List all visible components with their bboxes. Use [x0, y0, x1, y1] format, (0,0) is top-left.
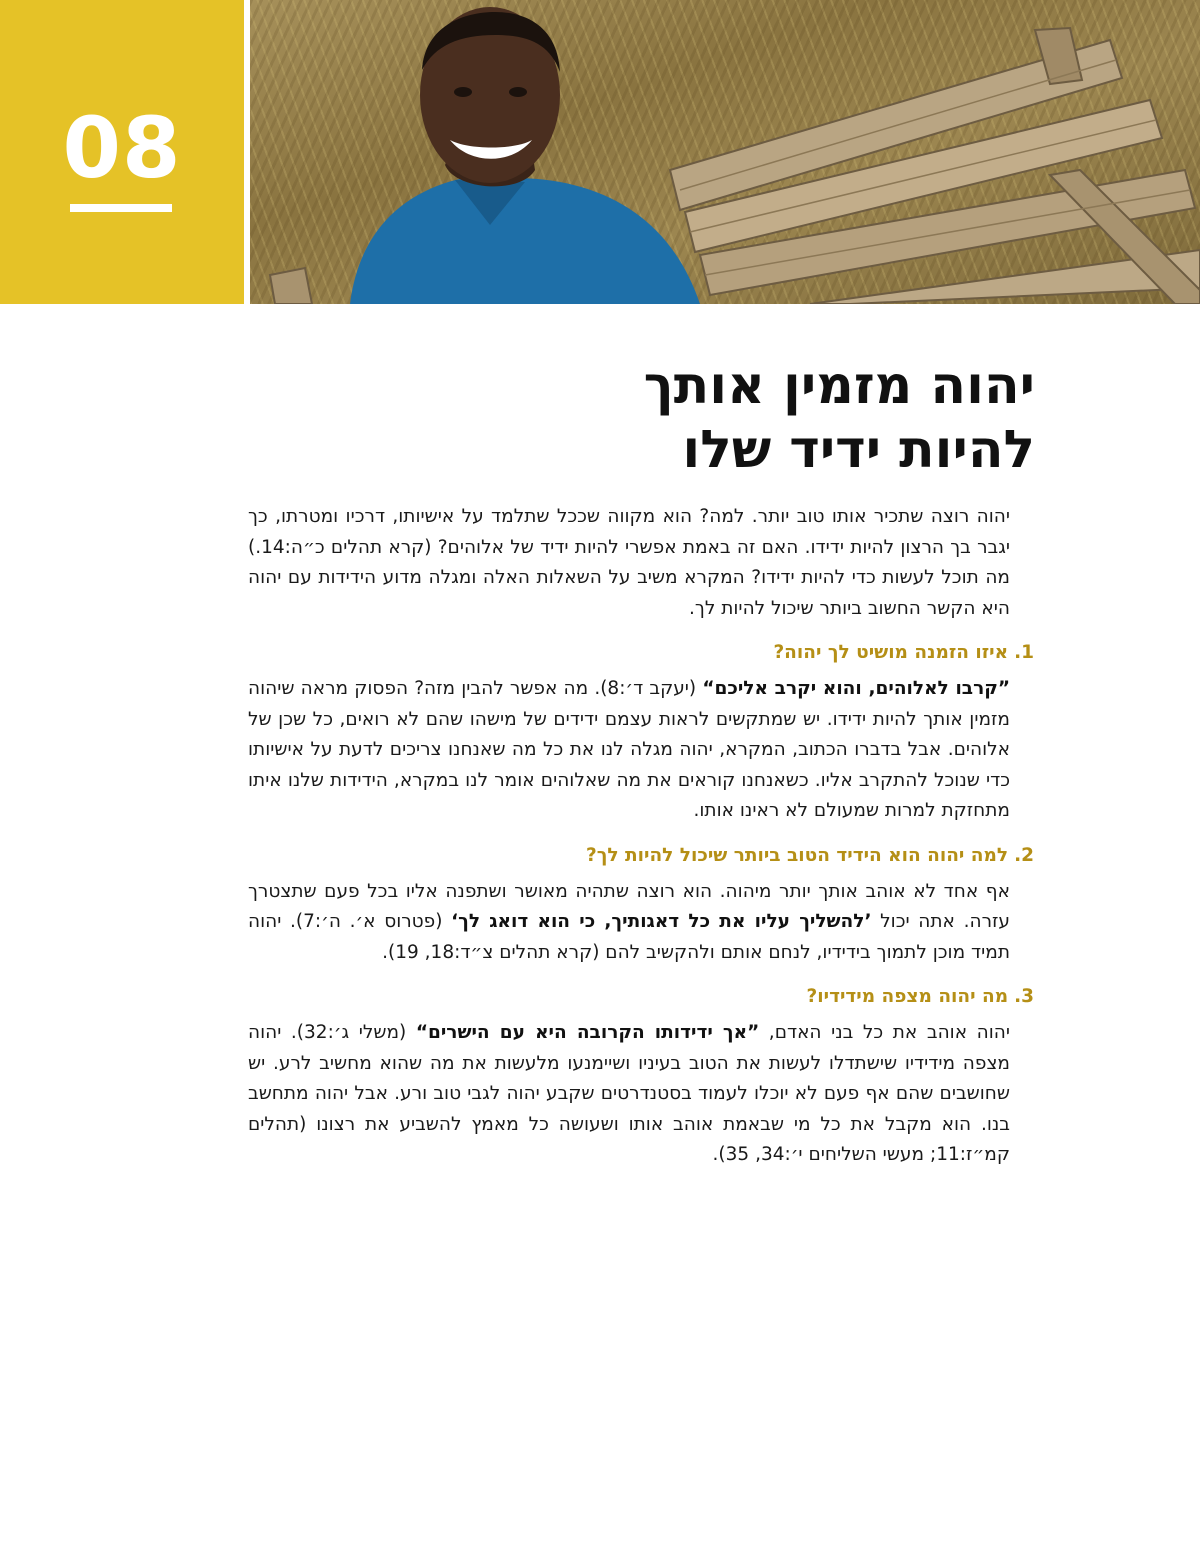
photo-illustration [250, 0, 1200, 304]
section-3-question [248, 982, 1034, 1012]
section-1-paragraph [248, 674, 1010, 827]
section-3 [248, 982, 1034, 1171]
lesson-number-box [0, 0, 244, 304]
section-2-question [248, 841, 1034, 871]
section-1-number: 1. [1014, 642, 1034, 663]
intro-paragraph: יהוה רוצה שתכיר אותו טוב יותר. למה? הוא מקווה שככל שתלמד על אישיותו, דרכיו ומטרתו, כך יגבר בך הרצון להיות ידידו. האם זה באמת אפשרי להיות ידיד של אלוהים? (קרא תהלים כ״ה:14.) מה תוכל לעשות כדי להיות ידידו? המקרא משיב על השאלות האלה ומגלה מדוע הידידות עם יהוה היא הקשר החשוב ביותר שיכול להיות לך. [248, 506, 1010, 619]
lesson-header [0, 0, 1200, 304]
section-3-quote: ”אך ידידותו הקרובה היא עם הישרים“ [415, 1022, 760, 1043]
section-1 [248, 638, 1034, 827]
section-1-question [248, 638, 1034, 668]
page-title [235, 354, 1035, 482]
section-2-number: 2. [1014, 844, 1034, 866]
section-2 [248, 841, 1034, 969]
section-3-text-before: יהוה אוהב את כל בני האדם, [759, 1022, 1010, 1043]
section-2-text-after: (פטרוס א׳. ה׳:7). יהוה תמיד מוכן לתמוך בידידיו, לנחם אותם ולהקשיב להם (קרא תהלים צ״ד:18, 19). [248, 911, 1010, 963]
smiling-man [350, 7, 700, 304]
section-2-paragraph [248, 877, 1010, 969]
lesson-number-underline [70, 204, 172, 212]
section-1-text: (יעקב ד׳:8). מה אפשר להבין מזה? הפסוק מראה שיהוה מזמין אותך להיות ידידו. יש שמתקשים לראות עצמם ידידים של מישהו שהם לא רואים, כל שכן של אלוהים. אבל בדברו הכתוב, המקרא, יהוה מגלה לנו את כל מה שאנחנו צריכים לדעת על אישיותו כדי שנוכל להתקרב אליו. כשאנחנו קוראים את מה שאלוהים אומר לנו במקרא, הידידות שלנו איתו מתחזקת למרות שמעולם לא ראינו אותו. [248, 678, 1010, 821]
section-3-text-after: (משלי ג׳:32). יהוה מצפה מידידיו שישתדלו לעשות את הטוב בעיניו ושיימנעו מלעשות את מה שהוא מחשיב לרע. יש שחושבים שהם אף פעם לא יוכלו לעמוד בסטנדרטים שקבע יהוה לגבי טוב ורע. אבל יהוה מתחשב בנו. הוא מקבל את כל מי שבאמת אוהב אותו ושעושה כל מאמץ להשביע את רצונו (תהלים קמ״ז:11; מעשי השליחים י׳:34, 35). [248, 1022, 1010, 1165]
lesson-number: 08 [62, 99, 182, 197]
section-1-quote: ”קרבו לאלוהים, והוא יקרב אליכם“ [702, 678, 1011, 699]
page-title-line-1: יהוה מזמין אותך [643, 356, 1035, 416]
section-3-paragraph [248, 1018, 1010, 1171]
lesson-content [248, 502, 1034, 1185]
section-2-text-before: אף אחד לא אוהב אותך יותר מיהוה. הוא רוצה שתהיה מאושר ושתפנה אליו בכל פעם שתצטרך עזרה. אתה יכול [248, 880, 1010, 932]
section-2-question-text: למה יהוה הוא הידיד הטוב ביותר שיכול להיות לך? [585, 844, 1009, 866]
header-photo [250, 0, 1200, 304]
section-1-question-text: איזו הזמנה מושיט לך יהוה? [773, 642, 1009, 663]
page-title-line-2: להיות ידיד שלו [682, 420, 1035, 480]
section-3-number: 3. [1014, 986, 1034, 1007]
section-3-question-text: מה יהוה מצפה מידידיו? [806, 986, 1009, 1007]
section-2-quote: ’להשליך עליו את כל דאגותיך, כי הוא דואג לך‘ [451, 911, 872, 932]
